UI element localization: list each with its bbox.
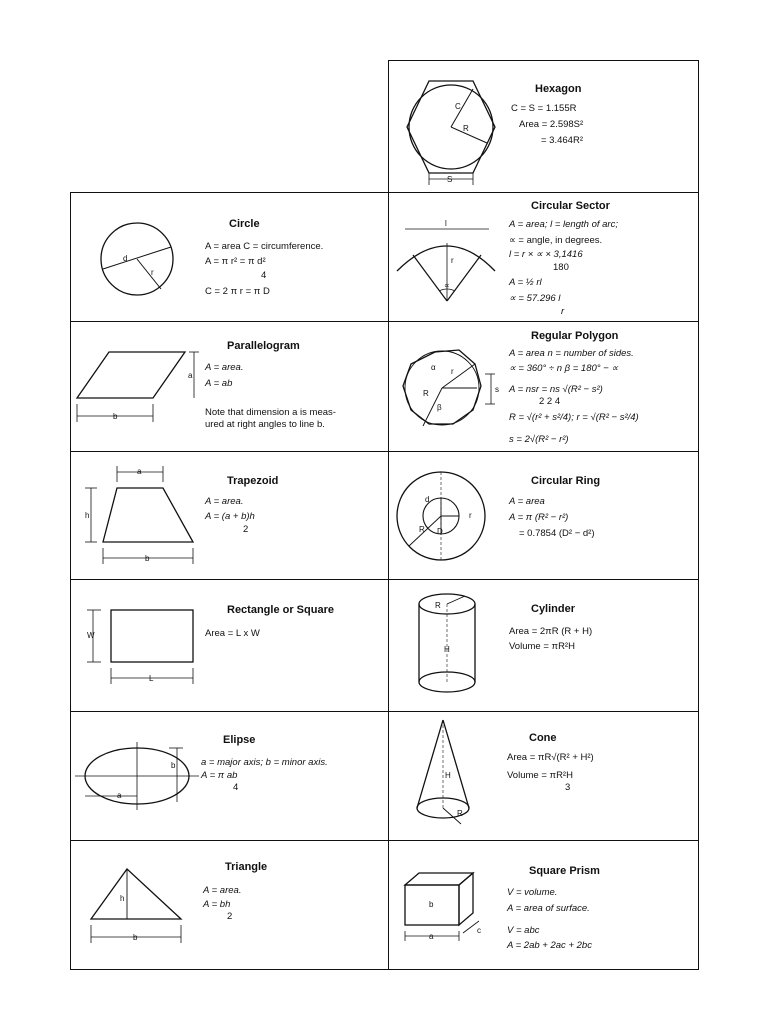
circle-label-r: r: [151, 268, 154, 277]
parallelogram-label-a: a: [188, 371, 193, 380]
square-prism-line-3: V = abc: [507, 925, 540, 936]
circle-line-3: 4: [261, 270, 267, 281]
regular-polygon-label-beta: β: [437, 403, 442, 412]
circle-cell: [70, 192, 389, 322]
trapezoid-line-2: A = (a + b)h: [205, 511, 255, 522]
parallelogram-line-3: Note that dimension a is meas-: [205, 407, 336, 418]
circular-sector-line-6: ∝ = 57.296 l: [509, 293, 561, 304]
circular-ring-line-1: A = area: [509, 496, 545, 507]
cylinder-figure: [389, 580, 499, 710]
parallelogram-label-b: b: [113, 412, 118, 421]
circular-ring-label-r-big: R: [419, 525, 425, 534]
circular-sector-label-alpha: ∝: [444, 281, 450, 290]
square-prism-figure: [389, 841, 501, 967]
triangle-label-h: h: [120, 894, 125, 903]
trapezoid-line-1: A = area.: [205, 496, 244, 507]
circular-sector-title: Circular Sector: [531, 200, 610, 212]
regular-polygon-line-6: s = 2√(R² − r²): [509, 434, 569, 445]
triangle-title: Triangle: [225, 861, 268, 873]
ellipse-line-3: 4: [233, 782, 239, 793]
cone-line-3: 3: [565, 782, 571, 793]
triangle-line-1: A = area.: [203, 885, 242, 896]
parallelogram-line-2: A = ab: [205, 378, 233, 389]
hexagon-line-3: = 3.464R²: [541, 135, 583, 146]
hexagon-figure: [389, 61, 519, 193]
cone-line-2: Volume = πR²H: [507, 770, 573, 781]
hexagon-line-2: Area = 2.598S²: [519, 119, 584, 130]
cone-figure: [389, 712, 499, 838]
circle-line-2: A = π r² = π d²: [205, 256, 266, 267]
regular-polygon-line-1: A = area n = number of sides.: [509, 348, 634, 359]
regular-polygon-figure: [389, 322, 509, 450]
hexagon-line-1: C = S = 1.155R: [511, 103, 577, 114]
cone-label-h: H: [445, 771, 451, 780]
square-prism-label-b: b: [429, 900, 434, 909]
square-prism-label-c: c: [477, 926, 481, 935]
hexagon-cell: [388, 60, 699, 193]
triangle-line-2: A = bh: [203, 899, 231, 910]
parallelogram-figure: [71, 322, 201, 450]
cone-line-1: Area = πR√(R² + H²): [507, 752, 594, 763]
regular-polygon-title: Regular Polygon: [531, 330, 619, 342]
circular-ring-figure: [389, 452, 499, 578]
regular-polygon-label-alpha: α: [431, 363, 436, 372]
circular-sector-cell: [388, 192, 699, 322]
ellipse-cell: [70, 711, 389, 841]
circular-sector-label-r: r: [451, 256, 454, 265]
square-prism-line-1: V = volume.: [507, 887, 558, 898]
square-prism-line-4: A = 2ab + 2ac + 2bc: [507, 940, 592, 951]
circular-ring-cell: [388, 451, 699, 580]
rectangle-figure: [71, 580, 201, 710]
cylinder-label-r: R: [435, 601, 441, 610]
circle-title: Circle: [229, 218, 260, 230]
circular-sector-line-2: ∝ = angle, in degrees.: [509, 235, 603, 246]
cylinder-label-h: H: [444, 645, 450, 654]
circular-sector-line-3: l = r × ∝ × 3,1416: [509, 249, 583, 260]
cone-label-r: R: [457, 809, 463, 818]
circular-sector-line-4: 180: [553, 262, 569, 273]
triangle-line-3: 2: [227, 911, 233, 922]
circular-ring-label-r-small: r: [469, 511, 472, 520]
circle-line-1: A = area C = circumference.: [205, 241, 324, 252]
regular-polygon-label-r-small: r: [451, 367, 454, 376]
hexagon-label-c: C: [455, 102, 461, 111]
cone-title: Cone: [529, 732, 557, 744]
circle-figure: [71, 193, 191, 321]
circle-line-4: C = 2 π r = π D: [205, 286, 270, 297]
ellipse-title: Elipse: [223, 734, 256, 746]
trapezoid-label-b: b: [145, 554, 150, 563]
triangle-cell: [70, 840, 389, 970]
parallelogram-line-1: A = area.: [205, 362, 244, 373]
circular-ring-title: Circular Ring: [531, 475, 601, 487]
hexagon-label-s: S: [447, 175, 453, 184]
cylinder-line-2: Volume = πR²H: [509, 641, 575, 652]
trapezoid-title: Trapezoid: [227, 475, 279, 487]
square-prism-label-a: a: [429, 932, 434, 941]
cone-cell: [388, 711, 699, 841]
circular-sector-line-5: A = ½ rl: [509, 277, 542, 288]
triangle-label-b: b: [133, 933, 138, 942]
hexagon-title: Hexagon: [535, 83, 582, 95]
circular-sector-label-l: l: [445, 219, 447, 228]
triangle-figure: [71, 841, 201, 967]
square-prism-title: Square Prism: [529, 865, 600, 877]
cylinder-line-1: Area = 2πR (R + H): [509, 626, 593, 637]
cylinder-cell: [388, 579, 699, 712]
circular-ring-label-d: d: [425, 495, 430, 504]
rectangle-label-l: L: [149, 674, 154, 683]
hexagon-label-r: R: [463, 124, 469, 133]
circle-label-d: d: [123, 254, 128, 263]
cylinder-title: Cylinder: [531, 603, 576, 615]
circular-ring-line-3: = 0.7854 (D² − d²): [519, 528, 595, 539]
parallelogram-line-4: ured at right angles to line b.: [205, 419, 325, 430]
square-prism-cell: [388, 840, 699, 970]
circular-ring-label-d-big: D: [437, 527, 443, 536]
trapezoid-figure: [71, 452, 201, 578]
rectangle-line-1: Area = L x W: [205, 628, 260, 639]
square-prism-line-2: A = area of surface.: [507, 903, 590, 914]
trapezoid-line-3: 2: [243, 524, 249, 535]
regular-polygon-line-5: R = √(r² + s²/4); r = √(R² − s²/4): [509, 412, 639, 423]
circular-ring-line-2: A = π (R² − r²): [509, 512, 569, 523]
trapezoid-label-h: h: [85, 511, 90, 520]
circular-sector-line-7: r: [561, 306, 565, 317]
regular-polygon-line-3: A = nsr = ns √(R² − s²): [509, 384, 603, 395]
ellipse-label-a: a: [117, 791, 122, 800]
rectangle-label-w: W: [87, 631, 95, 640]
regular-polygon-cell: [388, 321, 699, 452]
regular-polygon-line-4: 2 2 4: [539, 396, 561, 407]
ellipse-line-1: a = major axis; b = minor axis.: [201, 757, 328, 768]
rectangle-title: Rectangle or Square: [227, 604, 334, 616]
circular-sector-figure: [389, 193, 499, 321]
trapezoid-cell: [70, 451, 389, 580]
parallelogram-cell: [70, 321, 389, 452]
regular-polygon-line-2: ∝ = 360° ÷ n β = 180° − ∝: [509, 363, 619, 374]
parallelogram-title: Parallelogram: [227, 340, 300, 352]
regular-polygon-label-s: s: [495, 385, 499, 394]
ellipse-label-b: b: [171, 761, 176, 770]
regular-polygon-label-r-big: R: [423, 389, 429, 398]
trapezoid-label-a: a: [137, 467, 142, 476]
ellipse-line-2: A = π ab: [201, 770, 238, 781]
circular-sector-line-1: A = area; l = length of arc;: [509, 219, 618, 230]
rectangle-cell: [70, 579, 389, 712]
ellipse-figure: [71, 712, 201, 838]
